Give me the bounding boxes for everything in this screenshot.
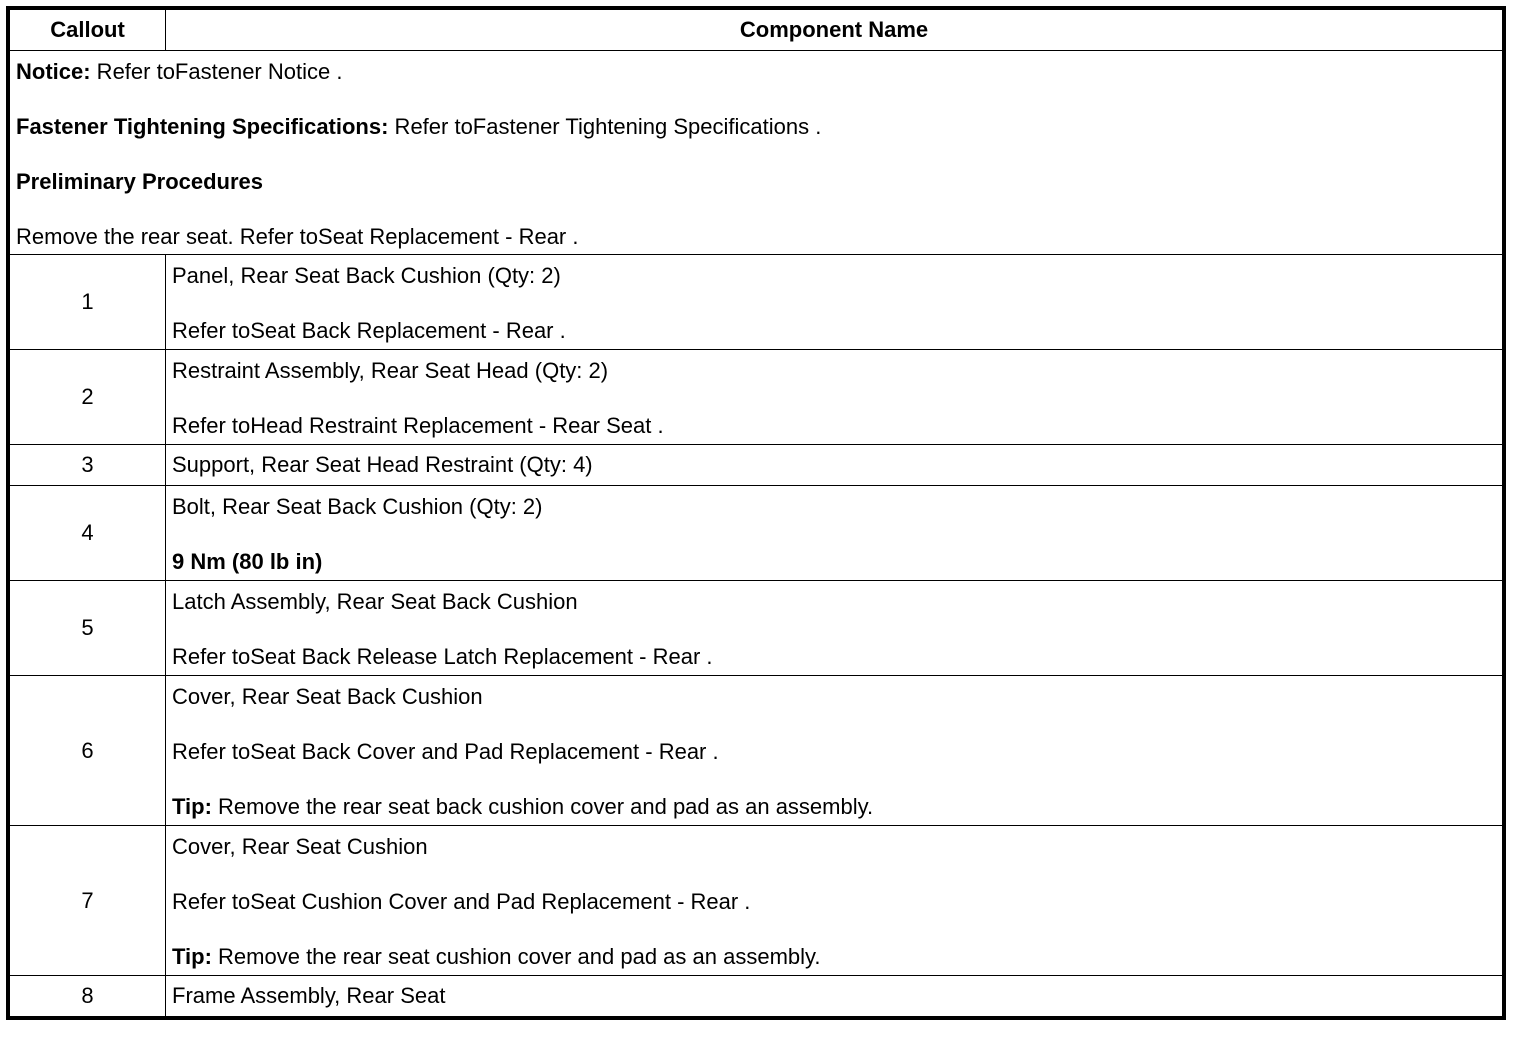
component-reference: Refer toSeat Back Cover and Pad Replacement - Rear . [172,739,719,764]
notice-label: Notice: [16,59,91,84]
component-reference: Refer toSeat Back Replacement - Rear . [172,318,566,343]
component-cell [166,350,1503,445]
table-header-row [10,10,1503,51]
callout-header: Callout [10,10,166,51]
component-reference: Refer toHead Restraint Replacement - Rear Seat . [172,413,664,438]
component-cell [166,255,1503,350]
table-row [10,581,1503,676]
component-table-frame [6,6,1506,1020]
tip-text: Remove the rear seat cushion cover and pad as an assembly. [211,944,821,969]
preliminary-heading: Preliminary Procedures [16,169,264,194]
preface-cell [10,51,1503,255]
callout-cell: 1 [10,255,166,350]
callout-cell: 4 [10,486,166,581]
component-reference: Refer toSeat Back Release Latch Replacement - Rear . [172,644,713,669]
component-name: Cover, Rear Seat Back Cushion [172,684,483,709]
table-row [10,445,1503,486]
component-cell [166,581,1503,676]
notice-text: Refer toFastener Notice . [90,59,343,84]
component-cell [166,445,1503,486]
callout-cell: 5 [10,581,166,676]
tip-line [172,794,1496,820]
component-table [9,9,1503,1017]
table-row [10,676,1503,826]
callout-cell: 3 [10,445,166,486]
component-name: Frame Assembly, Rear Seat [172,983,446,1008]
tip-text: Remove the rear seat back cushion cover and pad as an assembly. [211,794,874,819]
fastener-spec-label: Fastener Tightening Specifications: [16,114,389,139]
notice-line [16,59,1496,85]
tip-line [172,944,1496,970]
table-row [10,486,1503,581]
callout-cell: 2 [10,350,166,445]
component-name: Latch Assembly, Rear Seat Back Cushion [172,589,578,614]
callout-cell: 7 [10,826,166,976]
fastener-spec-line [16,114,1496,140]
table-row [10,976,1503,1017]
component-name: Support, Rear Seat Head Restraint (Qty: 4) [172,452,593,477]
component-name-header: Component Name [166,10,1503,51]
component-name: Panel, Rear Seat Back Cushion (Qty: 2) [172,263,561,288]
callout-cell: 8 [10,976,166,1017]
component-cell [166,676,1503,826]
fastener-spec-text: Refer toFastener Tightening Specifications . [388,114,822,139]
component-cell [166,976,1503,1017]
component-reference: Refer toSeat Cushion Cover and Pad Replacement - Rear . [172,889,751,914]
table-row [10,350,1503,445]
component-name: Cover, Rear Seat Cushion [172,834,428,859]
callout-cell: 6 [10,676,166,826]
tip-label: Tip: [172,944,212,969]
table-row [10,826,1503,976]
preface-row [10,51,1503,255]
component-cell [166,486,1503,581]
component-name: Restraint Assembly, Rear Seat Head (Qty: 2) [172,358,609,383]
tip-label: Tip: [172,794,212,819]
component-name: Bolt, Rear Seat Back Cushion (Qty: 2) [172,494,543,519]
table-row [10,255,1503,350]
preliminary-text: Remove the rear seat. Refer toSeat Replacement - Rear . [16,224,579,249]
torque-spec: 9 Nm (80 lb in) [172,549,323,574]
component-cell [166,826,1503,976]
